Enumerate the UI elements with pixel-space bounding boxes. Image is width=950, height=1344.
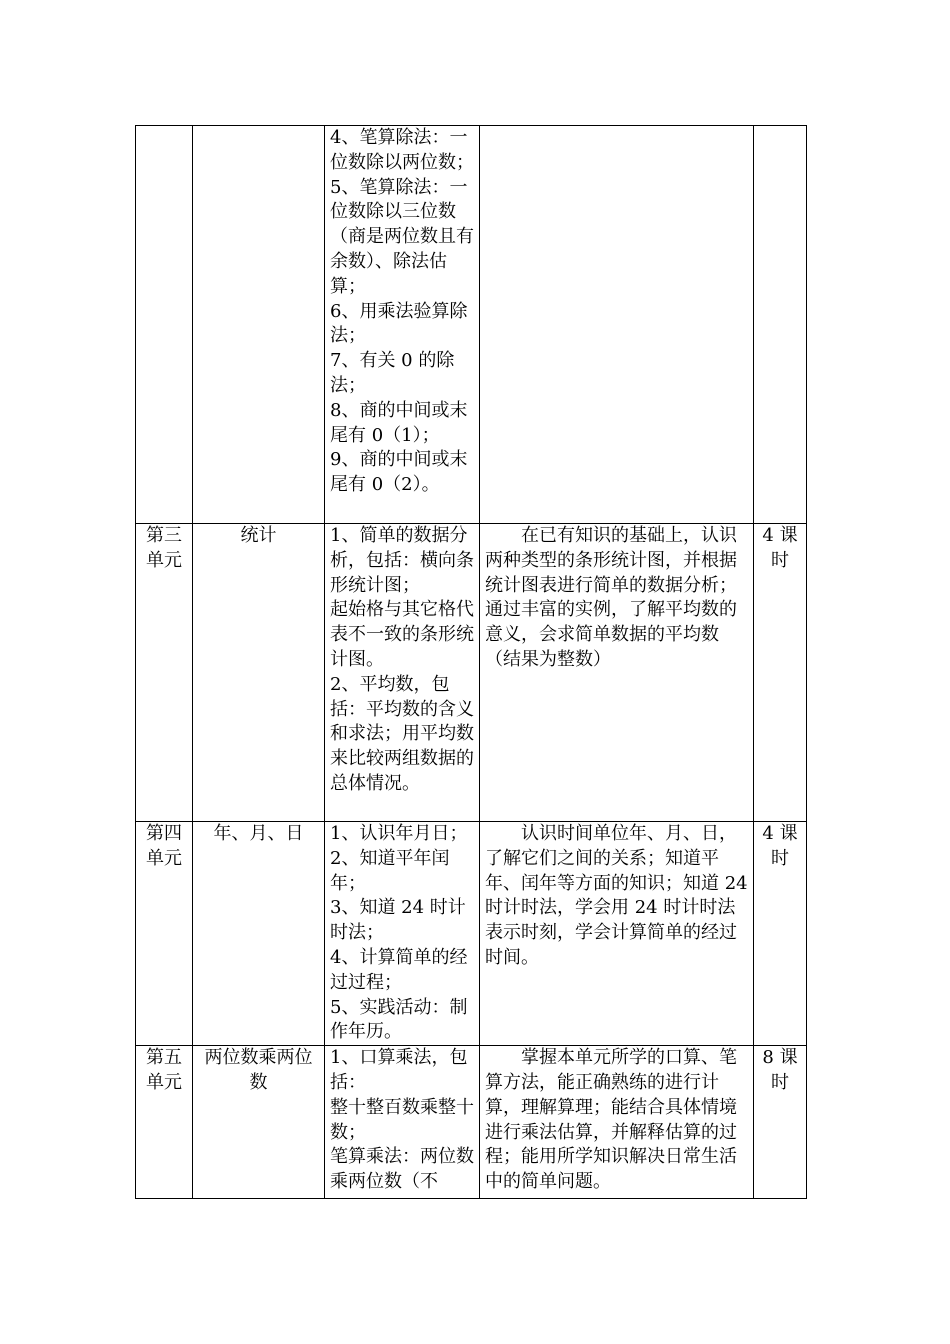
content-item: 2、平均数，包括：平均数的含义和求法；用平均数来比较两组数据的总体情况。 <box>330 673 474 794</box>
content-item: 1、认识年月日； <box>330 823 468 844</box>
table-row <box>136 126 807 524</box>
content-item: 9、商的中间或末尾有 0（2）。 <box>330 449 468 496</box>
content-cell <box>325 126 480 524</box>
content-item: 8、商的中间或末尾有 0（1）； <box>330 399 468 446</box>
content-cell <box>325 1046 480 1199</box>
content-item: 2、知道平年闰年； <box>330 847 450 894</box>
hours-cell: 4 课时 <box>754 524 807 822</box>
topic-cell <box>193 126 325 524</box>
content-item: 5、笔算除法：一位数除以三位数（商是两位数且有余数）、除法估算； <box>330 176 474 297</box>
table-row <box>136 1046 807 1199</box>
content-item: 7、有关 0 的除法； <box>330 350 455 396</box>
unit-cell: 第四单元 <box>136 822 193 1046</box>
content-cell <box>325 524 480 822</box>
table-row <box>136 524 807 822</box>
teaching-plan-table <box>135 125 807 1199</box>
content-item: 3、知道 24 时计时法； <box>330 897 466 944</box>
content-item: 笔算乘法：两位数乘两位数（不 <box>330 1146 474 1193</box>
content-item: 5、实践活动：制作年历。 <box>330 996 468 1043</box>
goal-cell <box>480 524 754 822</box>
goal-text: 认识时间单位年、月、日，了解它们之间的关系；知道平年、闰年等方面的知识；知道 24 时计时法，学会用 24 时计时法表示时刻，学会计算简单的经过时间。 <box>485 823 748 968</box>
goal-text: 在已有知识的基础上，认识两种类型的条形统计图，并根据统计图表进行简单的数据分析；通过丰富的实例，了解平均数的意义，会求简单数据的平均数（结果为整数） <box>485 525 737 670</box>
goal-cell <box>480 822 754 1046</box>
topic-cell: 年、月、日 <box>193 822 325 1046</box>
hours-cell: 4 课时 <box>754 822 807 1046</box>
content-item: 整十整百数乘整十数； <box>330 1096 474 1143</box>
content-item: 起始格与其它格代表不一致的条形统计图。 <box>330 599 474 670</box>
goal-cell <box>480 126 754 524</box>
unit-cell: 第五单元 <box>136 1046 193 1199</box>
hours-cell <box>754 126 807 524</box>
content-item: 1、简单的数据分析，包括：横向条形统计图； <box>330 525 474 596</box>
goal-text: 掌握本单元所学的口算、笔算方法，能正确熟练的进行计算，理解算理；能结合具体情境进行乘法估算，并解释估算的过程；能用所学知识解决日常生活中的简单问题。 <box>485 1047 737 1193</box>
topic-cell: 统计 <box>193 524 325 822</box>
content-item: 6、用乘法验算除法； <box>330 300 468 347</box>
content-item: 4、笔算除法：一位数除以两位数； <box>330 127 474 173</box>
goal-cell <box>480 1046 754 1199</box>
content-item: 4、计算简单的经过过程； <box>330 946 468 993</box>
hours-cell: 8 课时 <box>754 1046 807 1199</box>
unit-cell: 第三单元 <box>136 524 193 822</box>
table-row <box>136 822 807 1046</box>
content-item: 1、口算乘法，包括： <box>330 1047 468 1093</box>
content-cell <box>325 822 480 1046</box>
topic-cell: 两位数乘两位数 <box>193 1046 325 1199</box>
unit-cell <box>136 126 193 524</box>
